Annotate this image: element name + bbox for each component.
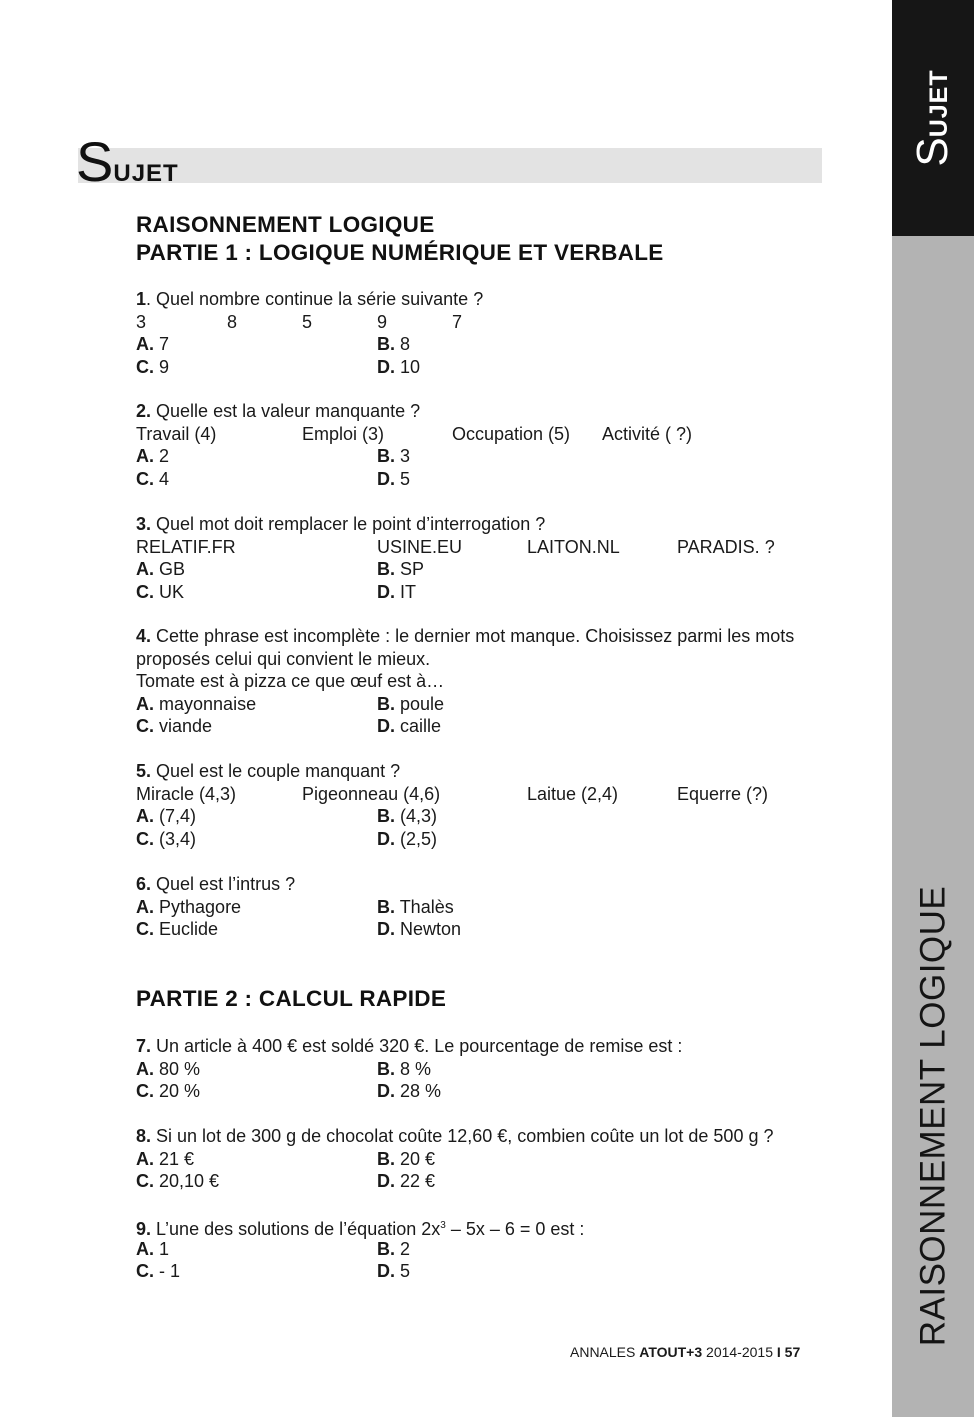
option-a: A. 80 % xyxy=(136,1058,201,1079)
option-d: D. 10 xyxy=(377,356,421,377)
question-text: Quel est le couple manquant ? xyxy=(156,761,401,781)
option-b: B. 2 xyxy=(377,1238,411,1259)
question-number: 9. xyxy=(136,1219,152,1239)
option-d: D. Newton xyxy=(377,919,462,939)
option-a: A. 1 xyxy=(136,1238,170,1259)
page-title xyxy=(76,130,179,193)
option-a: A. Pythagore xyxy=(136,896,242,917)
question-text: Quel mot doit remplacer le point d’interrogation ? xyxy=(156,514,546,534)
question-number: 6. xyxy=(136,874,152,894)
option-d: D. 5 xyxy=(377,468,411,489)
series-item: LAITON.NL xyxy=(527,536,620,557)
question-4 xyxy=(136,625,826,738)
option-c: C. 9 xyxy=(136,356,170,377)
side-tab-initial: S xyxy=(908,137,957,167)
question-text: Si un lot de 300 g de chocolat coûte 12,60 €, combien coûte un lot de 500 g ? xyxy=(156,1126,774,1146)
part-1-heading: PARTIE 1 : LOGIQUE NUMÉRIQUE ET VERBALE xyxy=(136,240,664,265)
option-c: C. (3,4) xyxy=(136,828,197,849)
option-d: D. (2,5) xyxy=(377,828,438,849)
option-c: C. UK xyxy=(136,581,185,602)
series-item: RELATIF.FR xyxy=(136,536,236,557)
page-footer xyxy=(570,1345,800,1359)
question-number: 8. xyxy=(136,1126,152,1146)
question-text: Quel est l’intrus ? xyxy=(156,874,296,894)
option-c: C. 20 % xyxy=(136,1081,201,1101)
option-b: B. 20 € xyxy=(377,1148,436,1169)
option-a: A. (7,4) xyxy=(136,806,197,826)
option-b: B. 8 xyxy=(377,334,411,354)
question-1 xyxy=(136,288,826,378)
question-6 xyxy=(136,873,826,941)
section-heading: RAISONNEMENT LOGIQUE xyxy=(136,212,435,237)
page-title-initial: S xyxy=(76,130,114,193)
question-number: 3. xyxy=(136,514,152,534)
question-text: L’une des solutions de l’équation $2x^3 - 5x - 6 = 0$ est : xyxy=(156,1219,585,1239)
word-series xyxy=(136,783,826,806)
question-prompt: Tomate est à pizza ce que œuf est à… xyxy=(136,671,445,691)
footer-brand: ATOUT+3 xyxy=(639,1344,703,1360)
side-tab-label xyxy=(908,69,957,167)
series-item: 8 xyxy=(227,311,238,332)
option-a: A. 21 € xyxy=(136,1148,195,1169)
option-a: A. 2 xyxy=(136,446,170,466)
option-c: C. 20,10 € xyxy=(136,1171,220,1191)
question-text: Un article à 400 € est soldé 320 €. Le pourcentage de remise est : xyxy=(156,1036,683,1056)
option-b: B. poule xyxy=(377,693,445,714)
series-item: 5 xyxy=(302,311,313,332)
word-series xyxy=(136,423,826,446)
series-item: Equerre (?) xyxy=(677,783,769,804)
option-b: B. (4,3) xyxy=(377,806,438,826)
footer-year: 2014-2015 xyxy=(702,1344,777,1360)
exponent: 3 xyxy=(440,1220,446,1231)
option-d: D. caille xyxy=(377,716,442,736)
series-item: Emploi (3) xyxy=(302,423,385,444)
series-item: Pigeonneau (4,6) xyxy=(302,783,441,804)
footer-prefix: ANNALES xyxy=(570,1344,640,1360)
page-number: I 57 xyxy=(776,1344,801,1360)
question-number: 7. xyxy=(136,1036,152,1056)
series-item: 7 xyxy=(452,311,463,332)
option-c: C. viande xyxy=(136,716,213,736)
option-a: A. 7 xyxy=(136,334,170,354)
option-b: B. SP xyxy=(377,559,425,579)
option-d: D. 5 xyxy=(377,1261,411,1281)
question-7 xyxy=(136,1035,826,1103)
question-text-continued: proposés celui qui convient le mieux. xyxy=(136,648,431,669)
series-item: 3 xyxy=(136,311,147,332)
header-band xyxy=(78,148,822,183)
side-section-label: RAISONNEMENT LOGIQUE xyxy=(913,885,953,1347)
question-text: . Quel nombre continue la série suivante ? xyxy=(146,289,484,309)
option-a: A. mayonnaise xyxy=(136,693,257,714)
option-d: D. 22 € xyxy=(377,1171,436,1191)
question-text: Cette phrase est incomplète : le dernier mot manque. Choisissez parmi les mots xyxy=(156,626,795,646)
question-number: 2. xyxy=(136,401,152,421)
series-item: 9 xyxy=(377,311,388,332)
option-b: B. Thalès xyxy=(377,896,454,917)
word-series xyxy=(136,536,826,559)
series-item: PARADIS. ? xyxy=(677,536,775,557)
series-item: Laitue (2,4) xyxy=(527,783,619,804)
option-d: D. 28 % xyxy=(377,1081,442,1101)
option-c: C. 4 xyxy=(136,468,170,489)
series-item: Activité ( ?) xyxy=(602,423,693,444)
option-c: C. - 1 xyxy=(136,1261,181,1281)
part-2-heading: PARTIE 2 : CALCUL RAPIDE xyxy=(136,986,447,1011)
question-3 xyxy=(136,513,826,603)
question-8 xyxy=(136,1125,826,1193)
number-series xyxy=(136,311,826,334)
question-9 xyxy=(136,1215,826,1283)
series-item: Travail (4) xyxy=(136,423,217,444)
question-number: 1 xyxy=(136,289,147,309)
question-2 xyxy=(136,400,826,490)
option-c: C. Euclide xyxy=(136,919,219,939)
question-number: 4. xyxy=(136,626,152,646)
series-item: USINE.EU xyxy=(377,536,463,557)
page-title-rest: UJET xyxy=(113,160,179,187)
question-text: Quelle est la valeur manquante ? xyxy=(156,401,421,421)
option-d: D. IT xyxy=(377,581,417,602)
question-number: 5. xyxy=(136,761,152,781)
option-b: B. 8 % xyxy=(377,1058,432,1079)
side-tab-rest: UJET xyxy=(925,69,953,138)
option-a: A. GB xyxy=(136,559,186,579)
series-item: Occupation (5) xyxy=(452,423,571,444)
question-5 xyxy=(136,760,826,850)
series-item: Miracle (4,3) xyxy=(136,783,237,804)
option-b: B. 3 xyxy=(377,446,411,466)
